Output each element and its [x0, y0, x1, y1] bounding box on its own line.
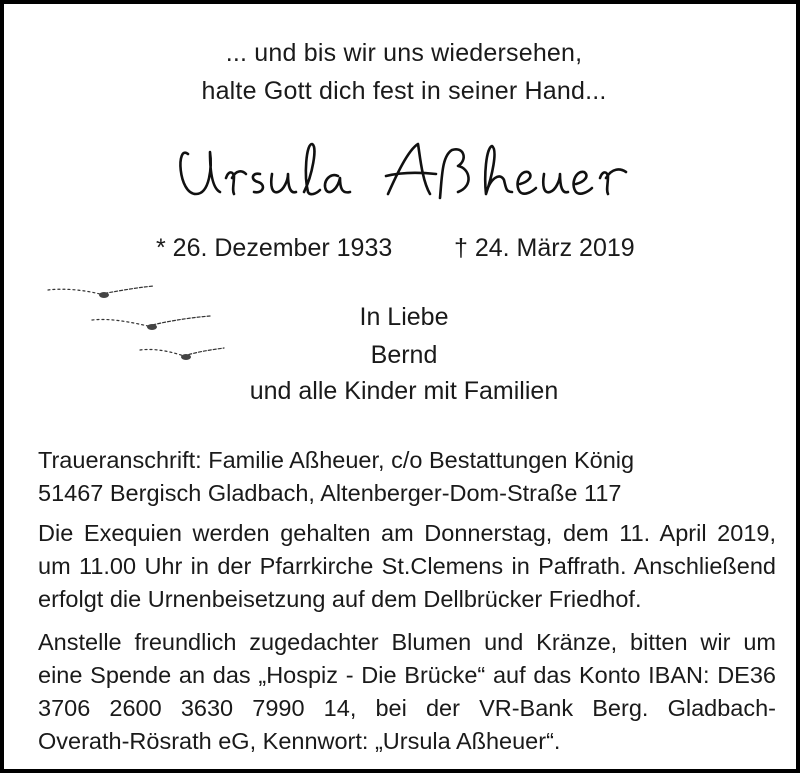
address-line-2: 51467 Bergisch Gladbach, Altenberger-Dom-Straße 117	[38, 480, 622, 506]
mourners-line-1: In Liebe	[359, 303, 449, 331]
motto-line-2: halte Gott dich fest in seiner Hand...	[201, 77, 607, 105]
service-line-3: erfolgt die Urnenbeisetzung auf dem Dellbrücker Friedhof.	[38, 586, 642, 612]
donation-line-4: Overath-Rösrath eG, Kennwort: „Ursula Aßheuer“.	[38, 728, 561, 754]
donation-line-2: eine Spende an das „Hospiz - Die Brücke“ auf das Konto IBAN: DE36	[38, 662, 776, 688]
birth-date: * 26. Dezember 1933	[156, 234, 393, 262]
mourners-line-2: Bernd	[370, 341, 438, 369]
mourning-address	[38, 444, 776, 510]
service-line-2: um 11.00 Uhr in der Pfarrkirche St.Clemens in Paffrath. Anschließend	[38, 553, 776, 579]
service-details	[38, 517, 776, 616]
mourners-block	[4, 300, 800, 410]
death-date: † 24. März 2019	[454, 234, 635, 262]
service-line-1: Die Exequien werden gehalten am Donnerstag, dem 11. April 2019,	[38, 520, 776, 546]
motto-verse	[4, 34, 800, 110]
address-line-1: Traueranschrift: Familie Aßheuer, c/o Bestattungen König	[38, 447, 635, 473]
donation-line-3: 3706 2600 3630 7990 14, bei der VR-Bank Berg. Gladbach-	[38, 695, 776, 721]
motto-line-1: ... und bis wir uns wiedersehen,	[225, 39, 583, 67]
mourners-line-3: und alle Kinder mit Familien	[249, 377, 559, 405]
donation-line-1: Anstelle freundlich zugedachter Blumen und Kränze, bitten wir um	[38, 629, 776, 655]
deceased-name-signature	[174, 136, 654, 208]
signature-drawing	[174, 136, 654, 208]
donation-request	[38, 626, 776, 758]
